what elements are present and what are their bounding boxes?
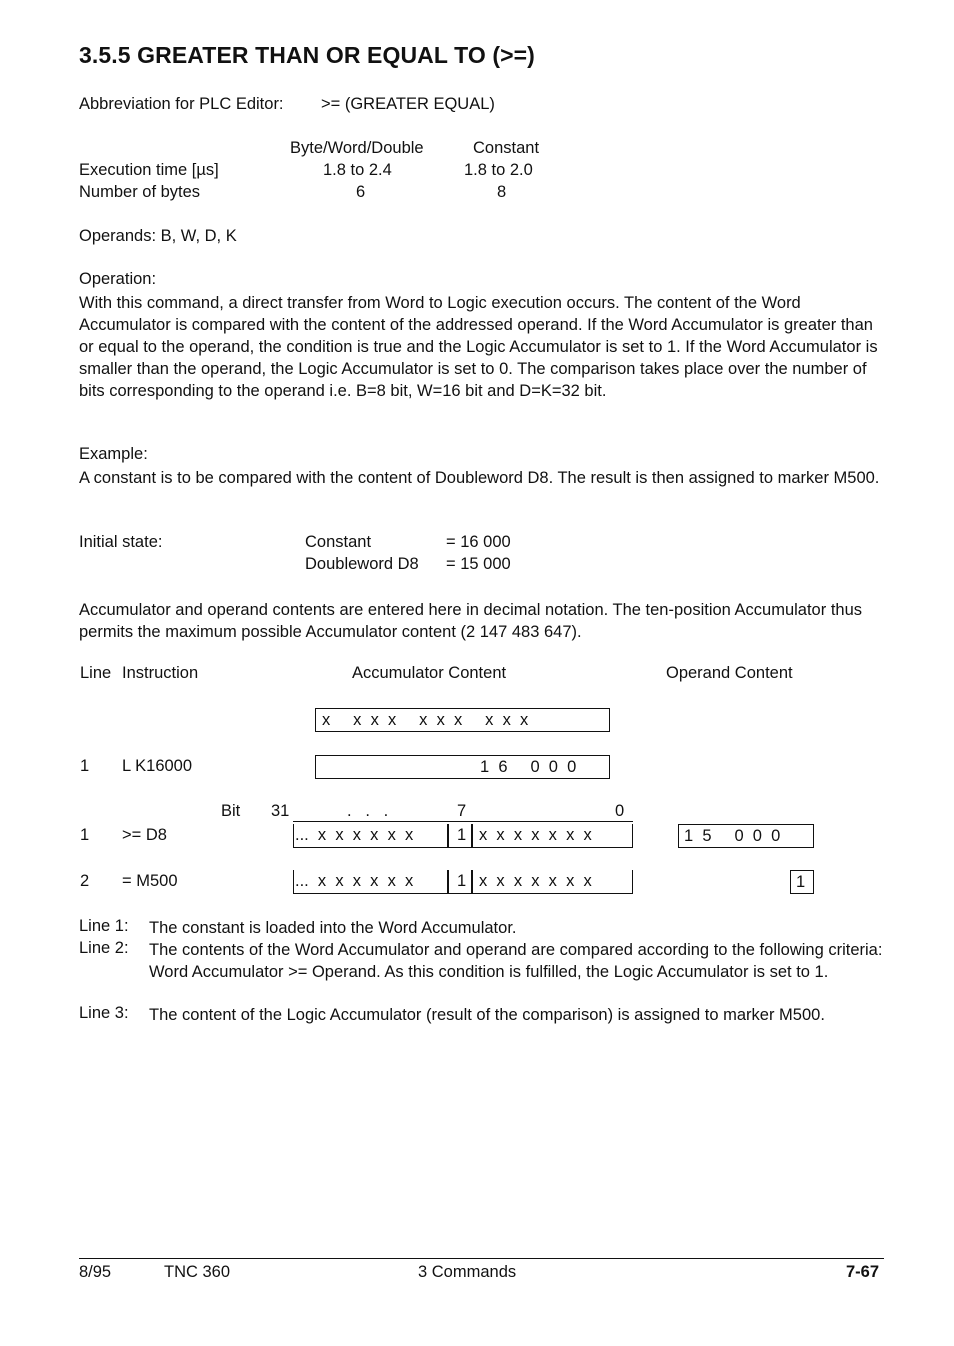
accumulator-low-bits: x x x x x x x [479, 872, 592, 890]
example-text: A constant is to be compared with the content of Doubleword D8. The result is then assigned to marker M500. [79, 469, 880, 487]
row-line-number: 2 [80, 872, 90, 890]
operands-line: Operands: B, W, D, K [79, 227, 237, 245]
timing-row-label: Execution time [µs] [79, 161, 219, 179]
accumulator-digits: 1 6 0 0 0 [480, 758, 577, 776]
accumulator-high-bits: ... x x x x x x [295, 872, 414, 890]
timing-cell: 6 [356, 183, 366, 201]
example-heading: Example: [79, 445, 148, 463]
row-instruction: L K16000 [122, 757, 193, 775]
bit-ruler [293, 821, 633, 822]
line-note-label: Line 3: [79, 1004, 129, 1022]
accumulator-low-bits: x x x x x x x [479, 826, 592, 844]
line-note-label: Line 2: [79, 939, 129, 957]
header-accumulator: Accumulator Content [352, 664, 507, 682]
operation-text: With this command, a direct transfer from Word to Logic execution occurs. The content of the Word Accumulator is compared with the content of the addressed operand. If the Word Accumulator is greater than or equal to the operand, the condition is true and the Logic Accumulator is set to 1. If the Word Accumulator is smaller than the operand, the Logic Accumulator is set to 0. The comparison takes place over the number of bits corresponding to the operand i.e. B=8 bit, W=16 bit and D=K=32 bit. [79, 294, 878, 400]
header-instruction: Instruction [122, 664, 199, 682]
bit-dots: . . . [347, 802, 389, 820]
footer-page-number: 7-67 [845, 1263, 879, 1281]
timing-col-header: Constant [473, 139, 540, 157]
row-instruction: = M500 [122, 872, 178, 890]
initial-state-value: = 16 000 [446, 533, 511, 551]
accumulator-box-k16000 [315, 755, 610, 779]
bit-divider [471, 824, 473, 847]
bit-divider [447, 870, 449, 893]
row-line-number: 1 [80, 757, 90, 775]
line-note-label: Line 1: [79, 917, 129, 935]
accumulator-box-assign [293, 870, 633, 894]
row-instruction: >= D8 [122, 826, 167, 844]
accumulator-note: Accumulator and operand contents are entered here in decimal notation. The ten-position Accumulator thus permits the maximum possible Accumulator content (2 147 483 647). [79, 601, 863, 641]
accumulator-high-bits: ... x x x x x x [295, 826, 414, 844]
footer-rule [79, 1258, 884, 1259]
row-line-number: 1 [80, 826, 90, 844]
accumulator-result-bit: 1 [457, 826, 467, 844]
footer-chapter: 3 Commands [418, 1263, 517, 1281]
accumulator-box-compare [293, 824, 633, 848]
accumulator-digits: x x x x x x x x x x [322, 711, 529, 729]
initial-state-name: Constant [305, 533, 372, 551]
operation-heading: Operation: [79, 270, 157, 288]
line-note-text: The content of the Logic Accumulator (result of the comparison) is assigned to marker M500. [149, 1006, 825, 1024]
timing-cell: 1.8 to 2.4 [323, 161, 392, 179]
header-operand: Operand Content [666, 664, 793, 682]
bit-0: 0 [615, 802, 625, 820]
abbreviation-label: Abbreviation for PLC Editor: [79, 95, 284, 113]
footer-date: 8/95 [79, 1263, 112, 1281]
abbreviation-value: >= (GREATER EQUAL) [321, 95, 495, 113]
timing-cell: 8 [497, 183, 507, 201]
section-title: 3.5.5 GREATER THAN OR EQUAL TO (>=) [79, 42, 535, 68]
operand-box-m500 [790, 870, 814, 894]
bit-31: 31 [271, 802, 290, 820]
timing-row-label: Number of bytes [79, 183, 201, 201]
operand-box-d8 [678, 824, 814, 848]
bit-7: 7 [457, 802, 467, 820]
bit-divider [447, 824, 449, 847]
bit-divider [471, 870, 473, 893]
line-note-text: The constant is loaded into the Word Accumulator. [149, 919, 517, 937]
operand-digits: 1 [796, 873, 806, 891]
accumulator-result-bit: 1 [457, 872, 467, 890]
initial-state-name: Doubleword D8 [305, 555, 419, 573]
timing-cell: 1.8 to 2.0 [464, 161, 533, 179]
line-note-text: The contents of the Word Accumulator and operand are compared according to the following criteria: Word Accumulator >= Operand. As this condition is fulfilled, the Logic Accumulator is set to 1. [149, 941, 883, 981]
header-line: Line [80, 664, 112, 682]
accumulator-box-template [315, 708, 610, 732]
bit-label: Bit [221, 802, 241, 820]
operand-digits: 1 5 0 0 0 [684, 827, 781, 845]
initial-state-value: = 15 000 [446, 555, 511, 573]
timing-col-header: Byte/Word/Double [290, 139, 424, 157]
initial-state-label: Initial state: [79, 533, 163, 551]
footer-product: TNC 360 [164, 1263, 231, 1281]
